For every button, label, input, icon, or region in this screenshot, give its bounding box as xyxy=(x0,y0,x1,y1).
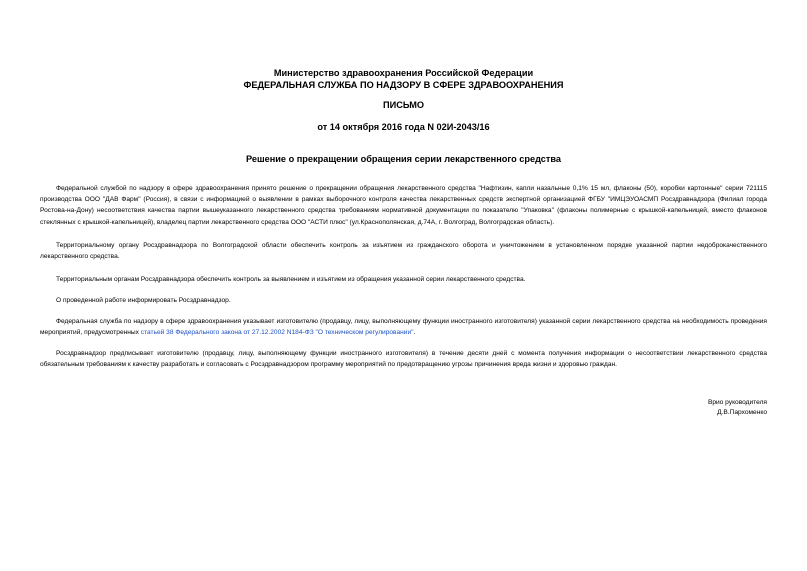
paragraph-prescription: Росздравнадзор предписывает изготовителю (продавцу, лицу, выполняющему функции иностранного изготовителя) в течение десяти дней с момента получения информации о несоответствии лекарственного средства обязательным требованиям к качеству разработать и согласовать с Росздравнадзором программу мероприятий по предотвращению угрозы причинения вреда жизни и здоровью граждан. xyxy=(40,350,767,369)
paragraph-text-end: . xyxy=(413,329,416,337)
paragraph-report: О проведенной работе информировать Росздравнадзор. xyxy=(56,297,231,304)
document-type: ПИСЬМО xyxy=(382,100,425,110)
signatory-position: Врио руководителя xyxy=(707,399,767,406)
signatory-name: Д.В.Пархоменко xyxy=(717,409,767,416)
document-subject: Решение о прекращении обращения серии лекарственного средства xyxy=(245,154,562,164)
ministry-title: Министерство здравоохранения Российской Федерации xyxy=(273,68,534,78)
paragraph-decision: Федеральной службой по надзору в сфере здравоохранения принято решение о прекращении обращения лекарственного средства "Нафтизин, капли назальные 0,1% 15 мл, флаконы (50), коробки картонные" серии 721115 производства ООО "ДАВ Фарм" (Россия), в связи с информацией о выявлении в рамках выборочного контроля качества лекарственных средств экспертной организацией ФГБУ "ИМЦЭУОАСМП Росздравнадзора (Филиал города Ростова-на-Дону) несоответствия качества партии вышеуказанного лекарственного средства требованиям нормативной документации по показателю "Упаковка" (флаконы полимерные с крышкой-капельницей, вместо флаконов стеклянных с крышкой-капельницей), владелец партии лекарственного средства ООО "АСТИ плюс" (ул.Краснополянская, д.74А, г. Волгоград, Волгоградская область). xyxy=(40,185,767,226)
law-article-link[interactable]: статьей 38 Федерального закона от 27.12.2002 N184-ФЗ "О техническом регулировании" xyxy=(140,329,414,337)
service-title: ФЕДЕРАЛЬНАЯ СЛУЖБА ПО НАДЗОРУ В СФЕРЕ ЗДРАВООХРАНЕНИЯ xyxy=(243,80,564,90)
paragraph-territorial-control: Территориальным органам Росздравнадзора обеспечить контроль за выявлением и изъятием из обращения указанной серии лекарственного средства. xyxy=(56,276,526,283)
paragraph-volgograd-control: Территориальному органу Росздравнадзора по Волгоградской области обеспечить контроль за изъятием из гражданского оборота и уничтожением в установленном порядке указанной партии недоброкачественного лекарственного средства. xyxy=(40,242,767,261)
paragraph-manufacturer-measures xyxy=(40,316,767,338)
paragraph-text: Федеральная служба по надзору в сфере здравоохранения указывает изготовителю (продавцу, лицу, выполняющему функции иностранного изготовителя) указанной серии лекарственного средства на необходимость проведения мероприятий, предусмотренных xyxy=(40,318,767,337)
document-date-number: от 14 октября 2016 года N 02И-2043/16 xyxy=(317,122,490,132)
